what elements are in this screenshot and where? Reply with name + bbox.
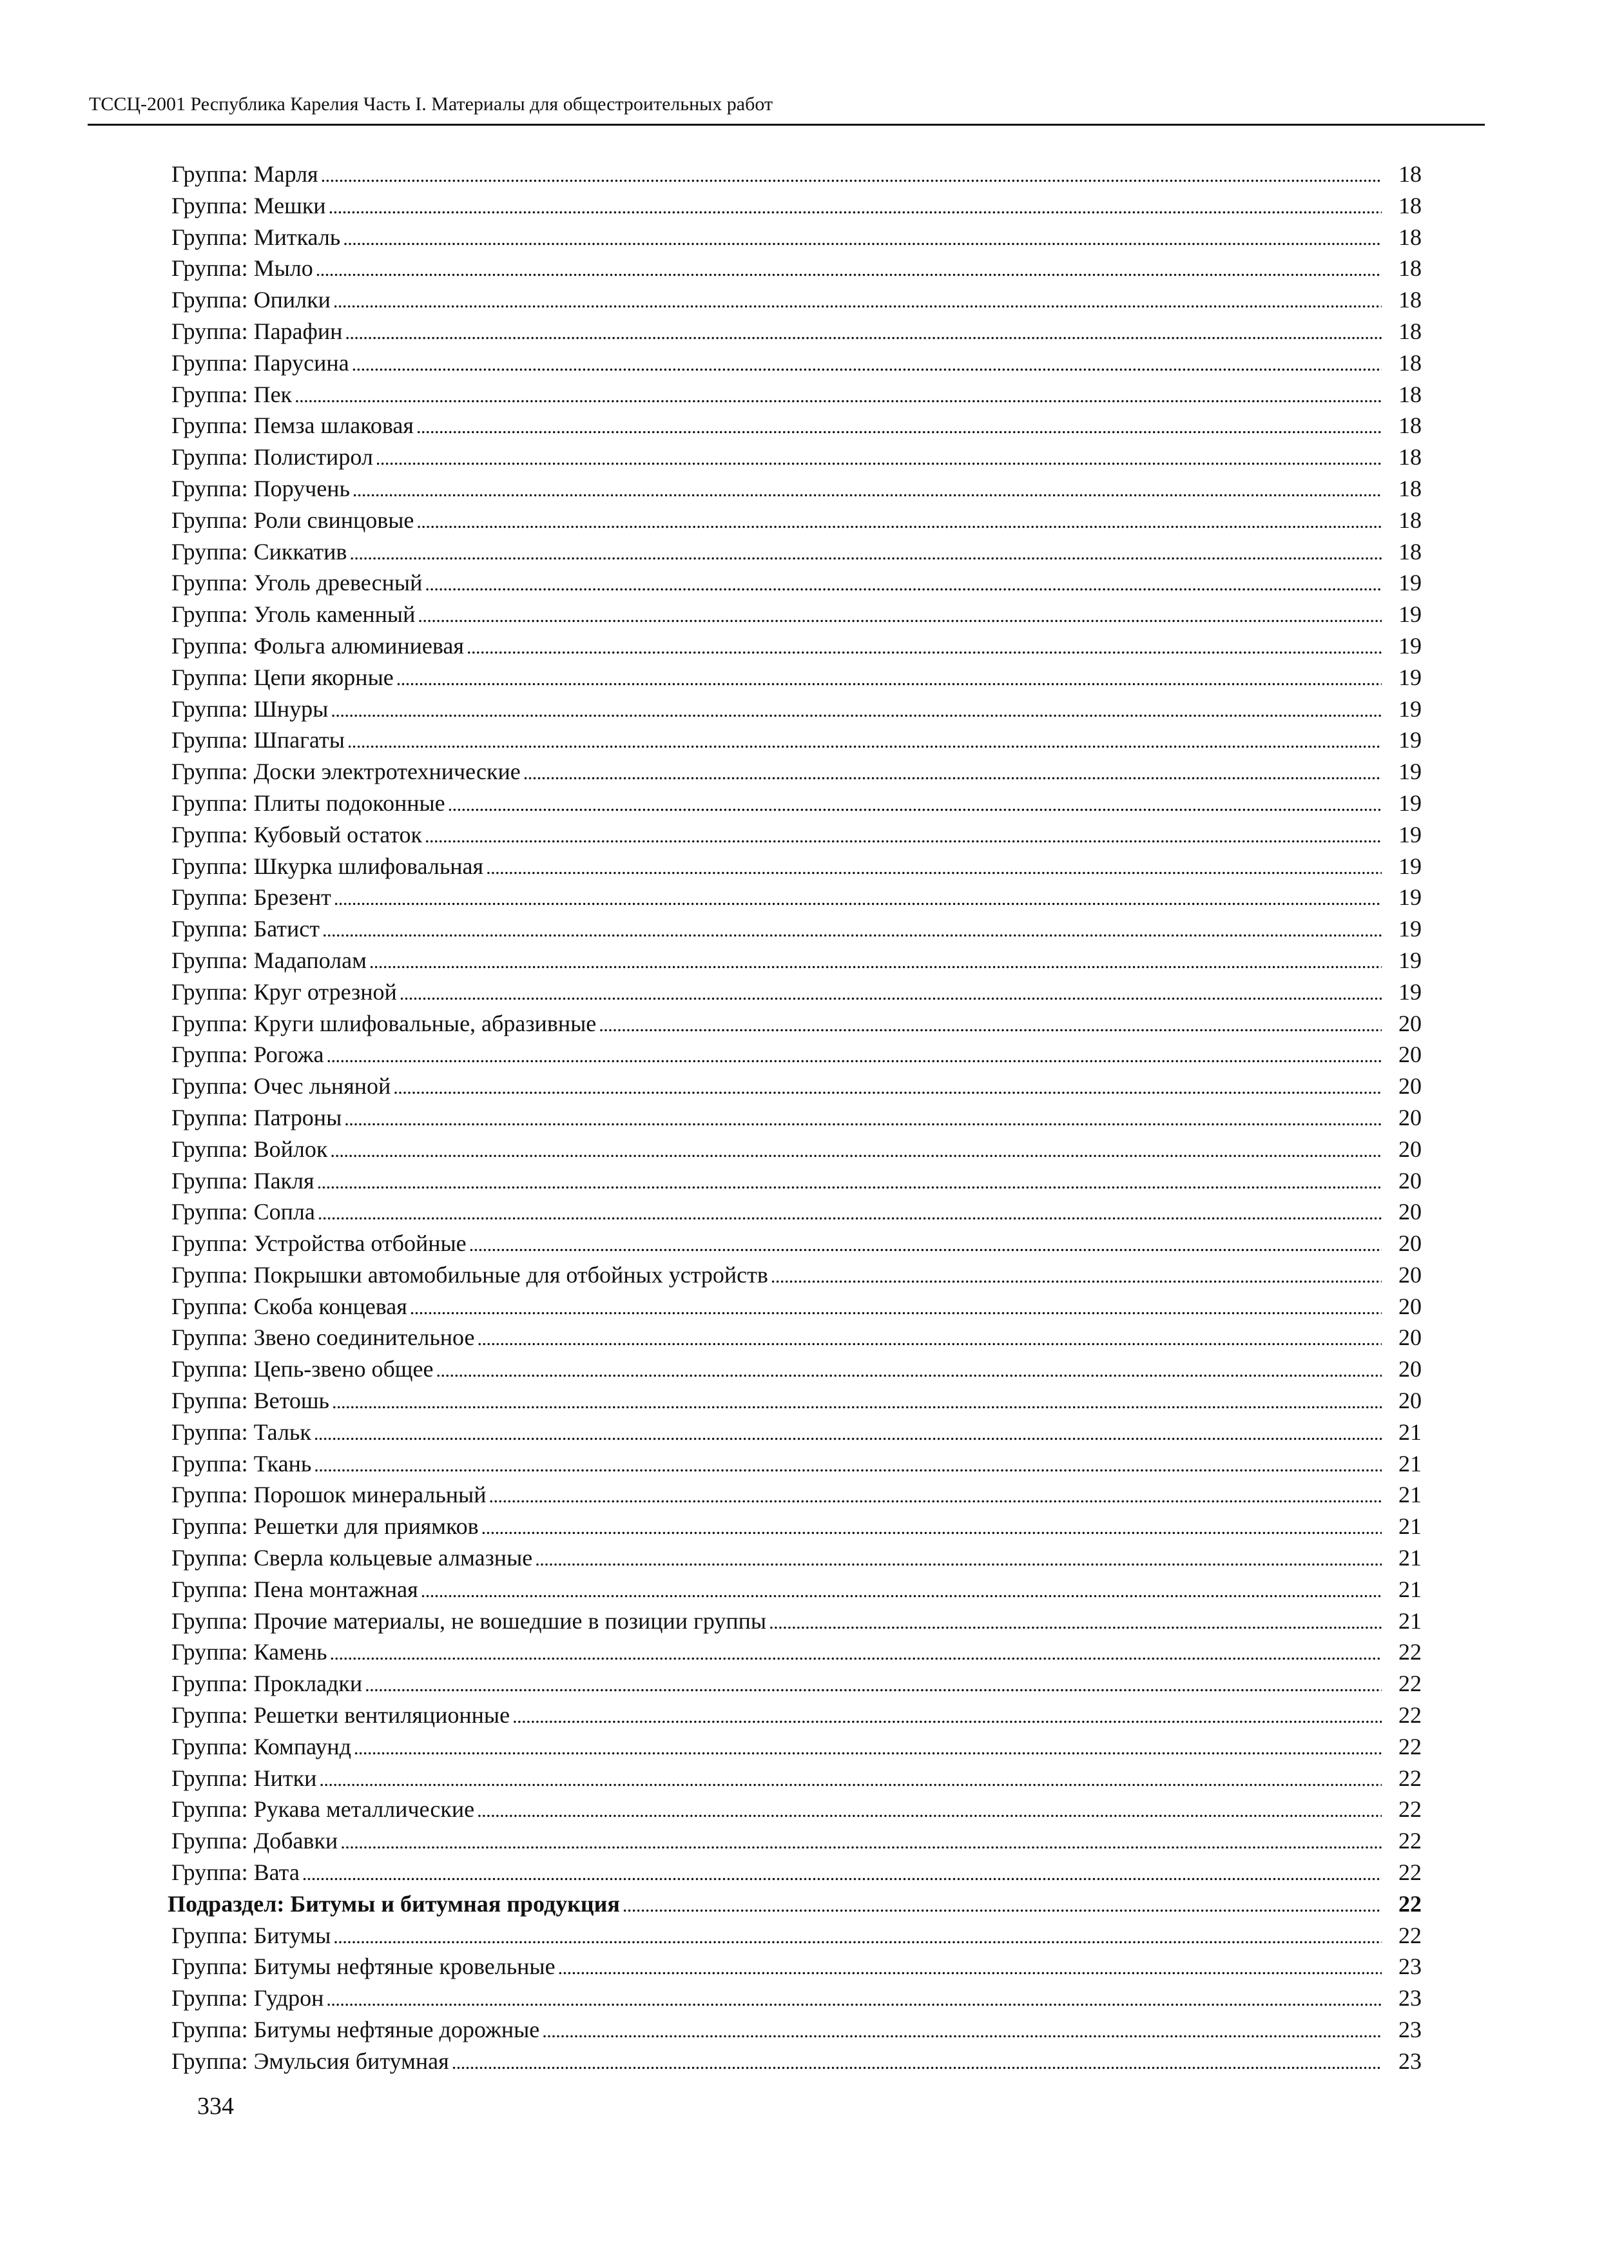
toc-entry	[171, 1322, 1422, 1353]
toc-entry-page: 19	[1398, 916, 1422, 942]
dot-leader	[345, 318, 1382, 349]
toc-entry-page: 21	[1398, 1450, 1422, 1477]
dot-leader	[393, 1072, 1382, 1103]
dot-leader	[488, 1481, 1382, 1512]
toc-entry-page: 20	[1398, 1293, 1422, 1319]
toc-entry-title: Группа: Патроны	[171, 1104, 342, 1130]
toc-entry	[171, 1071, 1422, 1102]
toc-entry	[171, 1353, 1422, 1385]
toc-entry	[171, 1605, 1422, 1637]
toc-entry-page: 19	[1398, 601, 1422, 628]
toc-entry-title: Группа: Поручень	[171, 475, 350, 501]
toc-entry-page: 19	[1398, 695, 1422, 722]
toc-entry-page: 19	[1398, 821, 1422, 848]
toc-entry-title: Группа: Пемза шлаковая	[171, 412, 414, 439]
toc-entry-page: 22	[1398, 1671, 1422, 1697]
dot-leader	[421, 1576, 1382, 1607]
toc-entry-page: 21	[1398, 1482, 1422, 1508]
toc-entry-page: 23	[1398, 2017, 1422, 2043]
toc-entry-title: Группа: Кубовый остаток	[171, 821, 423, 848]
toc-entry-title: Группа: Пена монтажная	[171, 1576, 418, 1602]
toc-entry-page: 22	[1398, 1639, 1422, 1665]
toc-entry	[171, 1511, 1422, 1542]
dot-leader	[769, 1607, 1382, 1638]
toc-entry-page: 19	[1398, 727, 1422, 753]
dot-leader	[558, 1953, 1382, 1984]
toc-entry-page: 23	[1398, 1985, 1422, 2011]
toc-entry	[171, 1763, 1422, 1794]
toc-entry-title: Группа: Прочие материалы, не вошедшие в позиции группы	[171, 1607, 767, 1634]
dot-leader	[542, 2016, 1382, 2047]
toc-entry-page: 20	[1398, 1042, 1422, 1068]
toc-entry-title: Группа: Плиты подоконные	[171, 790, 445, 816]
toc-entry	[171, 1448, 1422, 1480]
toc-entry-page: 20	[1398, 1136, 1422, 1162]
toc-entry-title: Группа: Батист	[171, 916, 320, 942]
header-rule	[88, 124, 1485, 126]
toc-entry-page: 18	[1398, 412, 1422, 439]
dot-leader	[353, 475, 1382, 506]
dot-leader	[318, 1198, 1382, 1229]
toc-entry-page: 18	[1398, 255, 1422, 282]
toc-entry-page: 18	[1398, 318, 1422, 344]
toc-entry-title: Группа: Фольга алюминиевая	[171, 632, 464, 659]
dot-leader	[452, 2048, 1382, 2079]
toc-entry	[171, 724, 1422, 756]
toc-entry	[171, 693, 1422, 725]
toc-entry-title: Группа: Брезент	[171, 884, 331, 911]
toc-entry-page: 19	[1398, 853, 1422, 879]
toc-entry	[171, 410, 1422, 441]
dot-leader	[365, 1670, 1382, 1701]
toc-entry	[171, 316, 1422, 347]
toc-entry	[171, 567, 1422, 599]
dot-leader	[448, 790, 1382, 820]
dot-leader	[314, 1419, 1382, 1449]
dot-leader	[535, 1544, 1382, 1575]
toc-entry-title: Группа: Очес льняной	[171, 1073, 391, 1100]
dot-leader	[302, 1859, 1382, 1890]
toc-entry	[171, 1574, 1422, 1605]
toc-entry	[171, 1700, 1422, 1731]
toc-entry-title: Группа: Войлок	[171, 1136, 328, 1162]
toc-entry	[171, 222, 1422, 253]
toc-entry-title: Группа: Тальк	[171, 1419, 311, 1445]
dot-leader	[330, 1638, 1382, 1669]
toc-entry-page: 23	[1398, 1953, 1422, 1980]
toc-entry-title: Группа: Цепь-звено общее	[171, 1356, 434, 1382]
toc-entry	[171, 347, 1422, 379]
toc-entry-page: 20	[1398, 1104, 1422, 1130]
toc-entry	[171, 2014, 1422, 2046]
dot-leader	[330, 1136, 1382, 1167]
toc-entry	[171, 190, 1422, 222]
toc-entry-title: Группа: Скоба концевая	[171, 1293, 407, 1319]
toc-entry-title: Группа: Решетки вентиляционные	[171, 1702, 510, 1729]
toc-entry	[171, 1479, 1422, 1511]
toc-entry-title: Группа: Устройства отбойные	[171, 1230, 467, 1257]
toc-entry	[171, 599, 1422, 630]
toc-entry-title: Группа: Шкурка шлифовальная	[171, 853, 484, 879]
toc-entry	[171, 851, 1422, 882]
toc-entry-title: Группа: Круг отрезной	[171, 978, 397, 1005]
page-number: 334	[197, 2093, 234, 2120]
toc-entry	[171, 1385, 1422, 1417]
toc-entry	[171, 473, 1422, 505]
toc-entry-title: Группа: Прокладки	[171, 1671, 363, 1697]
toc-entry	[171, 1542, 1422, 1574]
dot-leader	[771, 1261, 1382, 1292]
toc-entry-title: Группа: Битумы	[171, 1922, 331, 1948]
toc-entry-page: 22	[1398, 1890, 1422, 1917]
dot-leader	[327, 1041, 1382, 1072]
dot-leader	[326, 1984, 1382, 2015]
toc-entry-page: 20	[1398, 1324, 1422, 1351]
dot-leader	[314, 1450, 1382, 1481]
toc-entry-page: 19	[1398, 664, 1422, 690]
dot-leader	[523, 758, 1382, 789]
dot-leader	[376, 443, 1382, 474]
toc-entry	[171, 1951, 1422, 1982]
dot-leader	[416, 412, 1382, 443]
toc-entry-page: 22	[1398, 1702, 1422, 1729]
dot-leader	[340, 1827, 1382, 1858]
table-of-contents	[168, 159, 1422, 2077]
toc-entry-page: 22	[1398, 1859, 1422, 1886]
toc-entry	[171, 253, 1422, 284]
toc-entry	[171, 441, 1422, 473]
toc-entry-page: 19	[1398, 570, 1422, 596]
toc-entry-title: Группа: Битумы нефтяные кровельные	[171, 1953, 556, 1980]
toc-entry	[171, 976, 1422, 1008]
dot-leader	[352, 349, 1382, 380]
toc-entry-page: 21	[1398, 1576, 1422, 1602]
toc-entry	[171, 1228, 1422, 1259]
toc-entry-title: Группа: Камень	[171, 1639, 327, 1665]
toc-entry-title: Группа: Шпагаты	[171, 727, 345, 753]
toc-entry	[171, 1794, 1422, 1825]
dot-leader	[512, 1701, 1382, 1732]
dot-leader	[317, 1167, 1382, 1198]
toc-entry	[171, 662, 1422, 693]
dot-leader	[410, 1293, 1382, 1324]
dot-leader	[354, 1733, 1382, 1764]
running-header: ТССЦ-2001 Республика Карелия Часть I. Материалы для общестроительных работ	[89, 93, 773, 115]
toc-entry-title: Группа: Покрышки автомобильные для отбойных устройств	[171, 1261, 768, 1288]
toc-entry	[171, 1102, 1422, 1134]
toc-entry	[171, 1134, 1422, 1165]
toc-entry-title: Группа: Цепи якорные	[171, 664, 394, 690]
toc-entry	[171, 913, 1422, 945]
dot-leader	[469, 1230, 1382, 1261]
toc-entry	[171, 1008, 1422, 1040]
toc-entry-page: 22	[1398, 1733, 1422, 1759]
toc-entry	[171, 2046, 1422, 2077]
toc-entry	[171, 505, 1422, 536]
dot-leader	[418, 601, 1382, 632]
toc-entry-page: 19	[1398, 790, 1422, 816]
toc-entry-page: 22	[1398, 1796, 1422, 1823]
dot-leader	[349, 538, 1382, 569]
toc-entry-page: 20	[1398, 1010, 1422, 1036]
dot-leader	[477, 1324, 1382, 1355]
dot-leader	[347, 726, 1382, 757]
toc-entry	[171, 1857, 1422, 1888]
toc-entry-title: Группа: Уголь каменный	[171, 601, 416, 628]
toc-entry	[171, 1636, 1422, 1668]
toc-entry-page: 18	[1398, 538, 1422, 565]
toc-entry-title: Группа: Полистирол	[171, 444, 373, 470]
toc-entry-title: Группа: Парафин	[171, 318, 343, 344]
toc-entry-page: 18	[1398, 287, 1422, 313]
toc-entry-title: Группа: Сопла	[171, 1199, 315, 1225]
toc-entry-page: 22	[1398, 1765, 1422, 1791]
toc-entry-title: Группа: Эмульсия битумная	[171, 2048, 449, 2074]
toc-entry	[171, 1920, 1422, 1952]
dot-leader	[425, 821, 1382, 852]
toc-entry-page: 20	[1398, 1167, 1422, 1194]
dot-leader	[332, 1387, 1382, 1418]
toc-entry-page: 18	[1398, 381, 1422, 407]
toc-entry-title: Группа: Рогожа	[171, 1042, 324, 1068]
toc-entry-title: Группа: Миткаль	[171, 224, 341, 250]
dot-leader	[467, 632, 1382, 663]
dot-leader	[436, 1355, 1382, 1386]
toc-entry-title: Группа: Рукава металлические	[171, 1796, 475, 1823]
toc-entry	[171, 159, 1422, 190]
dot-leader	[416, 507, 1382, 538]
toc-entry-page: 20	[1398, 1073, 1422, 1100]
toc-entry-title: Группа: Роли свинцовые	[171, 507, 414, 533]
toc-entry-title: Группа: Круги шлифовальные, абразивные	[171, 1010, 597, 1036]
toc-entry-page: 18	[1398, 224, 1422, 250]
toc-entry	[171, 1731, 1422, 1763]
toc-entry-title: Группа: Нитки	[171, 1765, 317, 1791]
dot-leader	[425, 569, 1382, 600]
toc-entry-title: Группа: Доски электротехнические	[171, 759, 521, 785]
toc-entry-title: Группа: Вата	[171, 1859, 300, 1886]
toc-entry-page: 20	[1398, 1230, 1422, 1257]
toc-entry-page: 18	[1398, 192, 1422, 218]
toc-entry-page: 20	[1398, 1356, 1422, 1382]
toc-entry-title: Группа: Мешки	[171, 192, 326, 218]
toc-subsection-entry	[168, 1888, 1422, 1920]
dot-leader	[343, 224, 1382, 255]
dot-leader	[623, 1890, 1382, 1921]
toc-entry-title: Группа: Битумы нефтяные дорожные	[171, 2017, 540, 2043]
toc-entry-title: Группа: Ткань	[171, 1450, 312, 1477]
dot-leader	[334, 884, 1382, 915]
toc-entry-title: Группа: Сиккатив	[171, 538, 347, 565]
toc-entry-title: Группа: Уголь древесный	[171, 570, 423, 596]
toc-entry-title: Группа: Гудрон	[171, 1985, 324, 2011]
toc-entry-page: 18	[1398, 161, 1422, 187]
toc-entry-title: Группа: Компаунд	[171, 1733, 351, 1759]
toc-entry	[171, 1196, 1422, 1228]
toc-entry-page: 22	[1398, 1828, 1422, 1854]
dot-leader	[344, 1104, 1382, 1135]
toc-entry-page: 18	[1398, 507, 1422, 533]
toc-entry-page: 19	[1398, 947, 1422, 973]
dot-leader	[477, 1796, 1382, 1827]
toc-entry	[171, 945, 1422, 976]
toc-entry	[171, 1259, 1422, 1291]
toc-entry	[171, 819, 1422, 851]
toc-entry	[171, 1165, 1422, 1197]
toc-entry-page: 20	[1398, 1261, 1422, 1288]
toc-entry	[171, 756, 1422, 788]
toc-entry-title: Группа: Парусина	[171, 349, 349, 376]
toc-entry-title: Группа: Марля	[171, 161, 318, 187]
dot-leader	[319, 1765, 1382, 1796]
toc-entry-title: Группа: Шнуры	[171, 695, 329, 722]
toc-entry-page: 21	[1398, 1607, 1422, 1634]
toc-entry	[171, 379, 1422, 411]
toc-entry-page: 18	[1398, 475, 1422, 501]
toc-entry-title: Группа: Решетки для приямков	[171, 1513, 479, 1540]
toc-entry-title: Группа: Опилки	[171, 287, 331, 313]
dot-leader	[321, 160, 1382, 191]
dot-leader	[396, 664, 1382, 695]
toc-entry-page: 21	[1398, 1545, 1422, 1571]
dot-leader	[599, 1010, 1382, 1041]
dot-leader	[333, 286, 1382, 317]
toc-entry-title: Группа: Пакля	[171, 1167, 314, 1194]
toc-entry	[171, 1825, 1422, 1857]
dot-leader	[316, 255, 1382, 286]
toc-entry-page: 19	[1398, 978, 1422, 1005]
toc-entry-page: 19	[1398, 759, 1422, 785]
toc-entry-title: Группа: Звено соединительное	[171, 1324, 475, 1351]
toc-entry	[171, 1291, 1422, 1323]
dot-leader	[295, 381, 1382, 412]
toc-entry	[171, 1417, 1422, 1448]
toc-entry-title: Группа: Пек	[171, 381, 293, 407]
toc-entry-page: 22	[1398, 1922, 1422, 1948]
toc-entry	[171, 882, 1422, 913]
dot-leader	[329, 192, 1382, 223]
toc-entry-title: Группа: Сверла кольцевые алмазные	[171, 1545, 533, 1571]
toc-entry	[171, 1982, 1422, 2014]
toc-entry	[171, 630, 1422, 662]
toc-entry-page: 18	[1398, 349, 1422, 376]
toc-entry-title: Группа: Ветошь	[171, 1388, 329, 1414]
toc-entry-page: 19	[1398, 884, 1422, 911]
toc-entry-page: 23	[1398, 2048, 1422, 2074]
dot-leader	[333, 1922, 1382, 1953]
toc-entry	[171, 1668, 1422, 1700]
toc-entry-page: 20	[1398, 1388, 1422, 1414]
toc-entry	[171, 788, 1422, 819]
dot-leader	[369, 947, 1382, 978]
toc-entry-page: 19	[1398, 632, 1422, 659]
toc-entry-page: 21	[1398, 1419, 1422, 1445]
toc-entry	[171, 536, 1422, 568]
dot-leader	[486, 853, 1382, 884]
toc-entry-title: Подраздел: Битумы и битумная продукция	[168, 1890, 620, 1917]
toc-entry	[171, 284, 1422, 316]
dot-leader	[322, 915, 1382, 946]
toc-entry-title: Группа: Добавки	[171, 1828, 338, 1854]
toc-entry-page: 21	[1398, 1513, 1422, 1540]
toc-entry-page: 20	[1398, 1199, 1422, 1225]
toc-entry	[171, 1039, 1422, 1071]
dot-leader	[481, 1513, 1382, 1544]
dot-leader	[400, 978, 1382, 1009]
dot-leader	[331, 695, 1382, 726]
toc-entry-page: 18	[1398, 444, 1422, 470]
toc-entry-title: Группа: Мадаполам	[171, 947, 367, 973]
toc-entry-title: Группа: Мыло	[171, 255, 313, 282]
toc-entry-title: Группа: Порошок минеральный	[171, 1482, 487, 1508]
